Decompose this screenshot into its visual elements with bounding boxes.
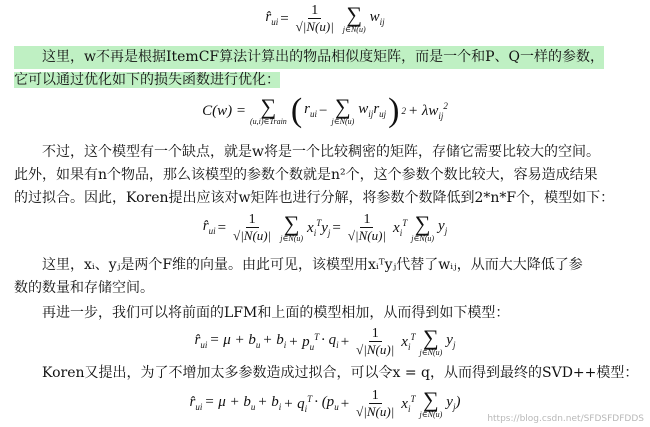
eq3-sum-1: ∑ j∈N(u) [280, 210, 304, 243]
eq3-lhs: $r̂_{ui}$ [202, 217, 216, 236]
para3-line2: 数的数量和存储空间。 [14, 280, 154, 296]
eq2-reg: + $\lambda w_{ij}^2$ [408, 101, 448, 121]
eq3-fraction-2: $\frac{1}{√|N(u)|}$ [347, 212, 387, 243]
para3-line1: 这里，xᵢ、yⱼ是两个F维的向量。由此可见，该模型用xᵢᵀyⱼ代替了wᵢⱼ，从而大大降低了参 [42, 257, 583, 273]
para4-line1: 再进一步，我们可以将前面的LFM和上面的模型相加，从而得到如下模型： [42, 305, 510, 321]
eq5-y: $y_j$) [446, 393, 461, 412]
eq1-lhs: $r̂_{ui}$ [265, 8, 279, 27]
eq4-fraction: $\frac{1}{√|N(u)|}$ [356, 326, 395, 357]
eq2-term: $w_{ij}r_{uj}$ [358, 100, 387, 119]
eq2-minus: − [319, 103, 328, 119]
paragraph-1 [14, 46, 638, 92]
eq3-term-x: $x_i^T$ [393, 218, 408, 238]
para1-line1: 这里，w不再是根据ItemCF算法计算出的物品相似度矩阵，而是一个和P、Q一样的参数， [14, 46, 604, 69]
eq3-equals-2: = [332, 220, 341, 236]
para2-line1: 不过，这个模型有一个缺点，就是w将是一个比较稠密的矩阵，存储它需要比较大的空间。 [42, 144, 600, 160]
eq5-fraction: $\frac{1}{√|N(u)|}$ [356, 388, 395, 419]
eq4-pu: + $p_u^T$ [288, 332, 320, 352]
paragraph-2 [14, 141, 638, 210]
equation-1 [0, 3, 650, 35]
eq5-sum: ∑ j∈N(u) [419, 386, 443, 419]
eq5-bias-i: + $b_i$ [257, 393, 282, 412]
eq5-lhs: $r̂_{ui}$ [189, 393, 203, 412]
eq2-sum-inner: ∑ j∈N(u) [331, 93, 355, 126]
eq4-bias-i: + $b_i$ [262, 331, 287, 350]
eq1-equals: = [280, 11, 289, 27]
eq2-square: 2 [401, 106, 406, 116]
eq2-sum-outer: ∑ (u,i)∈Train [249, 93, 287, 126]
eq3-term-y: $y_j$ [438, 217, 448, 236]
paragraph-3 [14, 254, 638, 300]
equation-3 [0, 212, 650, 244]
eq2-lhs: C(w) = [202, 103, 246, 119]
eq5-bias-u: = $\mu + b_u$ [204, 393, 256, 412]
eq3-sum-2: ∑ j∈N(u) [411, 210, 435, 243]
eq1-term: $w_{ij}$ [369, 8, 385, 27]
equation-2: C(w) = ∑ (u,i)∈Train ( $r_{ui}$ − ∑ j∈N(u) $w_{ij}r_{uj}$ ) 2 + $\lambda w_{ij}^2$ [202, 92, 448, 129]
equation-4 [0, 326, 650, 358]
eq4-plus: + [340, 334, 350, 350]
para2-line3: 的过拟合。因此，Koren提出应该对w矩阵也进行分解，将参数个数降低到2*n*F个，模型如下： [14, 190, 615, 206]
paragraph-5 [14, 362, 638, 385]
eq4-x: $x_i^T$ [401, 332, 416, 352]
eq5-pu: · ($p_u$ [314, 393, 339, 412]
eq5-qi: + $q_i^T$ [283, 394, 313, 414]
eq5-plus: + [340, 396, 350, 412]
eq1-fraction: $\frac{1}{√|N(u)|}$ [295, 3, 334, 34]
eq4-sum: ∑ j∈N(u) [419, 324, 443, 357]
watermark-url: https://blog.csdn.net/SFDSFDFDDS [487, 414, 644, 424]
para2-line2: 此外，如果有n个物品，那么该模型的参数个数就是n²个，这个参数个数比较大，容易造成结果 [14, 167, 598, 183]
eq3-term-1: $x_i^Ty_j$ [307, 218, 331, 238]
eq2-r: $r_{ui}$ [304, 100, 317, 119]
eq4-qi: · $q_i$ [321, 331, 339, 350]
eq4-y: $y_j$ [446, 331, 456, 350]
para5-line1: Koren又提出，为了不增加太多参数造成过拟合，可以令x = q，从而得到最终的SVD++模型： [42, 365, 638, 381]
para1-line2: 它可以通过优化如下的损失函数进行优化： [14, 72, 280, 88]
paragraph-4 [14, 302, 638, 325]
eq4-lhs: $r̂_{ui}$ [194, 331, 208, 350]
eq3-equals: = [217, 220, 227, 236]
eq4-bias-u: = $\mu + b_u$ [209, 331, 261, 350]
eq5-x: $x_i^T$ [401, 394, 416, 414]
eq3-fraction-1: $\frac{1}{√|N(u)|}$ [233, 212, 272, 243]
eq1-sum: ∑ j∈N(u) [342, 1, 366, 34]
